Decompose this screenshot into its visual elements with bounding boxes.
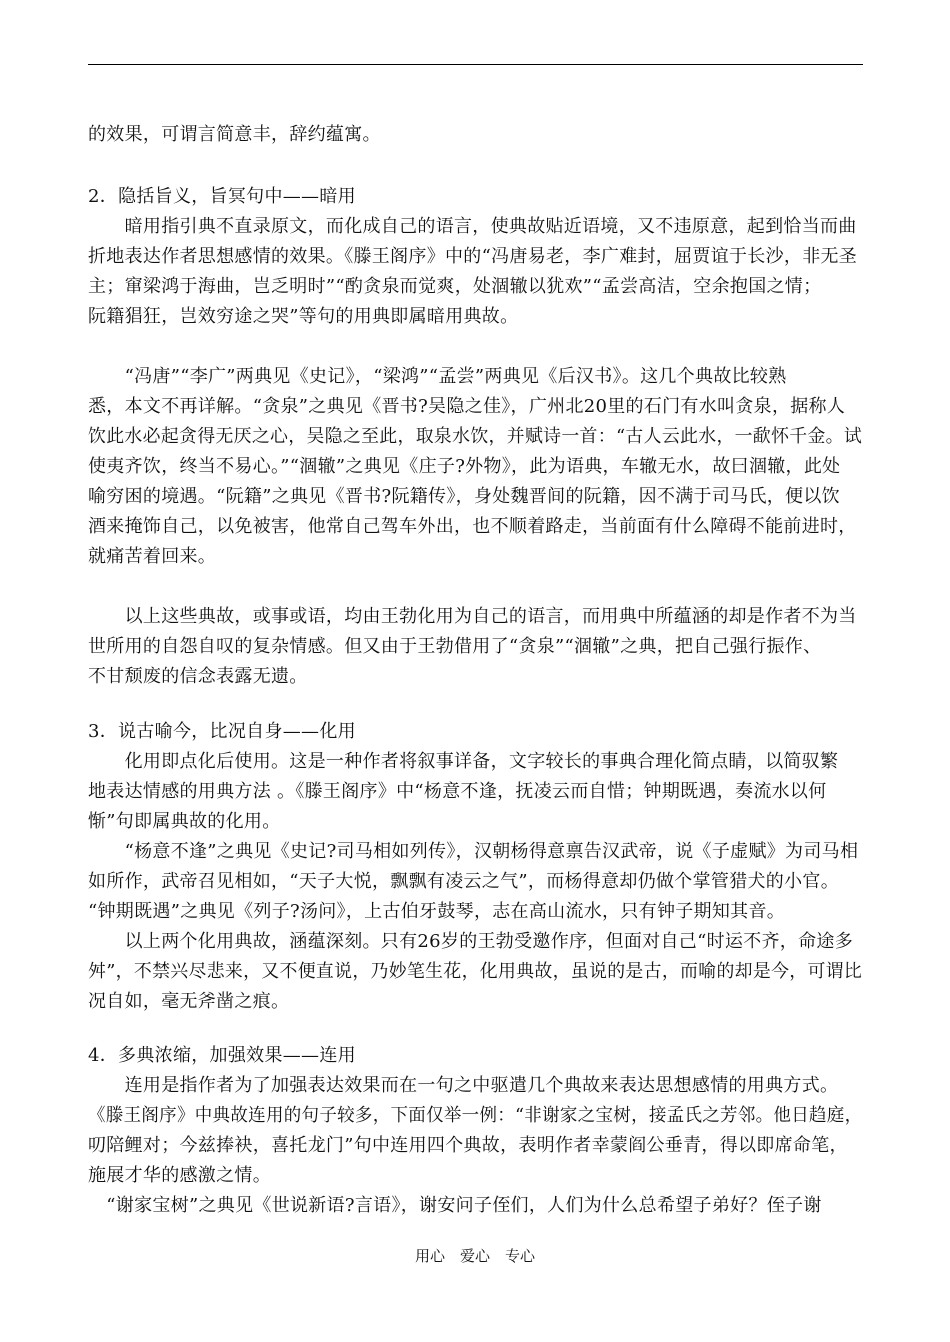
text-line: 就痛苦着回来。 (88, 546, 217, 567)
text-line: 施展才华的感激之情。 (88, 1165, 271, 1186)
text-line: 使夷齐饮，终当不易心。”“涸辙”之典见《庄子?外物》，此为语典，车辙无水，故曰涸辙，此处 (88, 456, 841, 477)
text-line: 地表达情感的用典方法 。《滕王阁序》中“杨意不逢，抚凌云而自惜；钟期既遇，奏流水以何 (88, 781, 827, 802)
text-line: 如所作，武帝召见相如，“天子大悦，飘飘有凌云之气”，而杨得意却仍做个掌管猎犬的小官。 (88, 871, 839, 892)
text-line: “钟期既遇”之典见《列子?汤问》，上古伯牙鼓琴，志在高山流水，只有钟子期知其音。 (88, 901, 786, 922)
section-heading: 4．多典浓缩，加强效果——连用 (88, 1045, 356, 1066)
text-line: “杨意不逢”之典见《史记?司马相如列传》，汉朝杨得意禀告汉武帝，说《子虚赋》为司马相 (88, 841, 859, 862)
text-line: 连用是指作者为了加强表达效果而在一句之中驱遣几个典故来表达思想感情的用典方式。 (88, 1075, 839, 1096)
text-line: 的效果，可谓言简意丰，辞约蕴寓。 (88, 124, 381, 145)
section-heading: 3．说古喻今，比况自身——化用 (88, 721, 356, 742)
text-line: 暗用指引典不直录原文，而化成自己的语言，使典故贴近语境，又不违原意，起到恰当而曲 (88, 216, 857, 237)
text-line: 酒来掩饰自己，以免被害，他常自己驾车外出，也不顺着路走，当前面有什么障碍不能前进时， (88, 516, 857, 537)
text-line: 惭”句即属典故的化用。 (88, 811, 281, 832)
text-line: 阮籍猖狂，岂效穷途之哭”等句的用典即属暗用典故。 (88, 306, 519, 327)
text-line: “冯唐”“李广”两典见《史记》，“梁鸿”“孟尝”两典见《后汉书》。这几个典故比较熟 (88, 366, 787, 387)
text-line: 舛”，不禁兴尽悲来，又不便直说，乃妙笔生花，化用典故，虽说的是古，而喻的却是今，可谓比 (88, 961, 863, 982)
text-line: 喻穷困的境遇。“阮籍”之典见《晋书?阮籍传》，身处魏晋间的阮籍，因不满于司马氏，便以饮 (88, 486, 840, 507)
text-line: “谢家宝树”之典见《世说新语?言语》，谢安问子侄们，人们为什么总希望子弟好？侄子谢 (88, 1195, 822, 1216)
text-line: 叨陪鲤对；今兹捧袂，喜托龙门”句中连用四个典故，表明作者幸蒙阎公垂青，得以即席命笔， (88, 1135, 848, 1156)
text-line: 以上两个化用典故，涵蕴深刻。只有26岁的王勃受邀作序，但面对自己“时运不齐，命途多 (88, 931, 854, 952)
text-line: 饮此水必起贪得无厌之心，吴隐之至此，取泉水饮，并赋诗一首：“古人云此水，一歃怀千金。试 (88, 426, 863, 447)
text-line: 悉，本文不再详解。“贪泉”之典见《晋书?吴隐之佳》，广州北20里的石门有水叫贪泉，据称人 (88, 396, 846, 417)
text-line: 折地表达作者思想感情的效果。《滕王阁序》中的“冯唐易老，李广难封，屈贾谊于长沙，非无圣 (88, 246, 858, 267)
text-line: 世所用的自怨自叹的复杂情感。但又由于王勃借用了“贪泉”“涸辙”之典，把自己强行振作、 (88, 636, 822, 657)
text-line: 况自如，毫无斧凿之痕。 (88, 991, 290, 1012)
section-heading: 2．隐括旨义，旨冥句中——暗用 (88, 186, 356, 207)
header-rule (88, 64, 863, 65)
text-line: 主；窜梁鸿于海曲，岂乏明时”“酌贪泉而觉爽，处涸辙以犹欢”“孟尝高洁，空余抱国之情； (88, 276, 822, 297)
text-line: 以上这些典故，或事或语，均由王勃化用为自己的语言，而用典中所蕴涵的却是作者不为当 (88, 606, 857, 627)
text-line: 《滕王阁序》中典故连用的句子较多，下面仅举一例：“非谢家之宝树，接孟氏之芳邻。他日趋庭， (88, 1105, 863, 1126)
page-footer: 用心 爱心 专心 (414, 1247, 535, 1265)
text-line: 化用即点化后使用。这是一种作者将叙事详备，文字较长的事典合理化简点睛，以简驭繁 (88, 751, 839, 772)
text-line: 不甘颓废的信念表露无遗。 (88, 666, 308, 687)
